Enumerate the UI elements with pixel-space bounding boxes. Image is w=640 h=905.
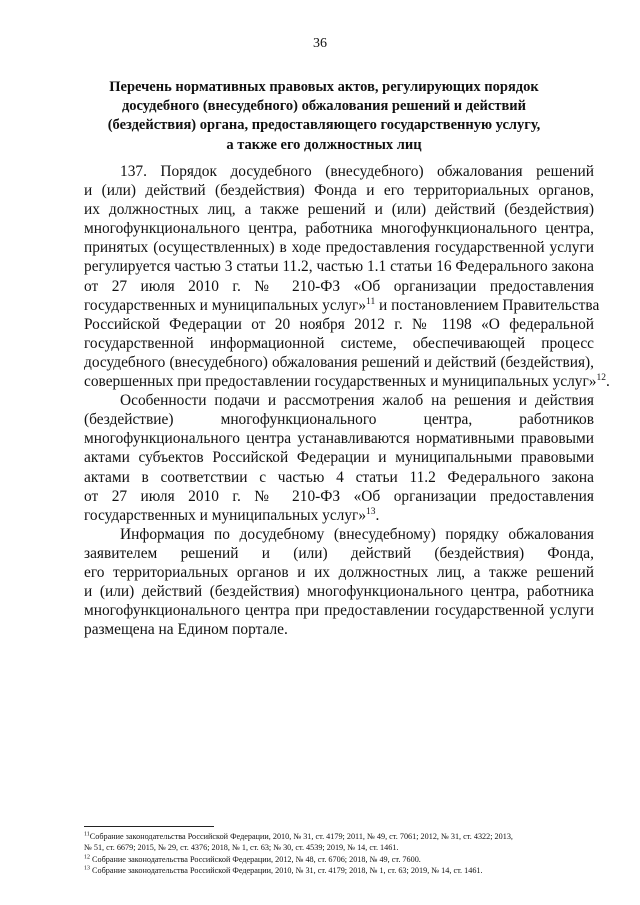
footnote-12 <box>84 854 599 865</box>
text-line: заявителем решений и (или) действий (бездействия) Фонда, <box>84 544 594 562</box>
text-line: государственной информационной системе, обеспечивающей процесс <box>84 334 594 352</box>
text-segment: и постановлением Правительства <box>375 296 600 314</box>
footnote-number: 11 <box>84 831 90 838</box>
footnote-11-continued: № 51, ст. 6679; 2015, № 29, ст. 4376; 2018, № 1, ст. 63; № 30, ст. 4539; 2019, № 14, ст. 1461. <box>84 843 399 853</box>
text-segment: совершенных при предоставлении государственных и муниципальных услуг» <box>84 373 597 391</box>
text-line: и (или) действий (бездействия) многофункционального центра, работника <box>84 583 594 601</box>
text-line: многофункционального центра устанавливаются нормативными правовыми <box>84 430 594 448</box>
paragraph-information <box>84 525 594 640</box>
text-line: многофункционального центра, работника многофункционального центра, <box>84 220 594 238</box>
text-segment: государственных и муниципальных услуг» <box>84 296 367 314</box>
period: . <box>375 506 380 524</box>
text-line: от 27 июля 2010 г. № 210-ФЗ «Об организации предоставления <box>84 487 594 505</box>
text-line <box>84 296 600 315</box>
text-line: (бездействие) многофункционального центра, работников <box>84 411 594 429</box>
footnote-13 <box>84 865 599 876</box>
text-line: принятых (осуществленных) в ходе предоставления государственной услуги <box>84 239 594 257</box>
page-number: 36 <box>313 36 327 51</box>
text-line: досудебного (внесудебного) обжалования решений и действий (бездействия), <box>84 353 594 371</box>
text-line: 137. Порядок досудебного (внесудебного) обжалования решений <box>120 163 594 180</box>
text-line: Информация по досудебному (внесудебному) порядку обжалования <box>120 525 594 543</box>
text-line: его территориальных органов и их должностных лиц, а также решений <box>84 563 594 581</box>
footnote-ref: 12 <box>596 372 606 383</box>
body-text <box>84 162 610 639</box>
text-line: размещена на Едином портале. <box>84 621 288 639</box>
heading-line: (бездействия) органа, предоставляющего государственную услугу, <box>107 117 541 134</box>
text-line <box>84 506 594 525</box>
footnote-ref: 13 <box>366 506 376 517</box>
footnotes <box>84 831 599 877</box>
section-heading <box>84 78 564 155</box>
text-line: и (или) действий (бездействия) Фонда и его территориальных органов, <box>84 182 594 200</box>
footnote-number: 12 <box>84 854 90 861</box>
heading-line: Перечень нормативных правовых актов, регулирующих порядок <box>109 79 539 95</box>
text-line <box>84 372 610 391</box>
heading-line: досудебного (внесудебного) обжалования решений и действий <box>121 98 527 115</box>
footnote-11 <box>84 831 599 842</box>
footnote-text: Собрание законодательства Российской Федерации, 2010, № 31, ст. 4179; 2011, № 49, ст. 7061; 2012, № 31, ст. 4322; 2013, <box>89 832 513 841</box>
text-line: Особенности подачи и рассмотрения жалоб на решения и действия <box>120 392 594 410</box>
text-line: актами в соответствии с частью 4 статьи 11.2 Федерального закона <box>84 468 594 486</box>
footnote-number: 13 <box>84 865 90 872</box>
text-line: от 27 июля 2010 г. № 210-ФЗ «Об организации предоставления <box>84 277 594 295</box>
footnote-divider <box>84 826 214 827</box>
text-line: регулируется частью 3 статьи 11.2, частью 1.1 статьи 16 Федерального закона <box>84 258 594 276</box>
footnote-ref: 11 <box>366 296 376 307</box>
period: . <box>606 373 610 391</box>
paragraph-complaints <box>84 391 594 525</box>
text-line: многофункционального центра при предоставлении государственной услуги <box>84 602 594 620</box>
paragraph-137 <box>84 162 610 391</box>
text-line: Российской Федерации от 20 ноября 2012 г. № 1198 «О федеральной <box>84 315 594 333</box>
footnote-text: Собрание законодательства Российской Федерации, 2010, № 31, ст. 4179; 2018, № 1, ст. 63; 2019, № 14, ст. 1461. <box>90 866 483 876</box>
text-segment: государственных и муниципальных услуг» <box>84 506 367 524</box>
text-line: их должностных лиц, а также решений и (или) действий (бездействия) <box>84 201 594 219</box>
text-line: актами субъектов Российской Федерации и муниципальными правовыми <box>84 449 594 467</box>
footnote-text: Собрание законодательства Российской Федерации, 2012, № 48, ст. 6706; 2018, № 49, ст. 7600. <box>90 854 421 864</box>
heading-line: а также его должностных лиц <box>226 136 422 153</box>
